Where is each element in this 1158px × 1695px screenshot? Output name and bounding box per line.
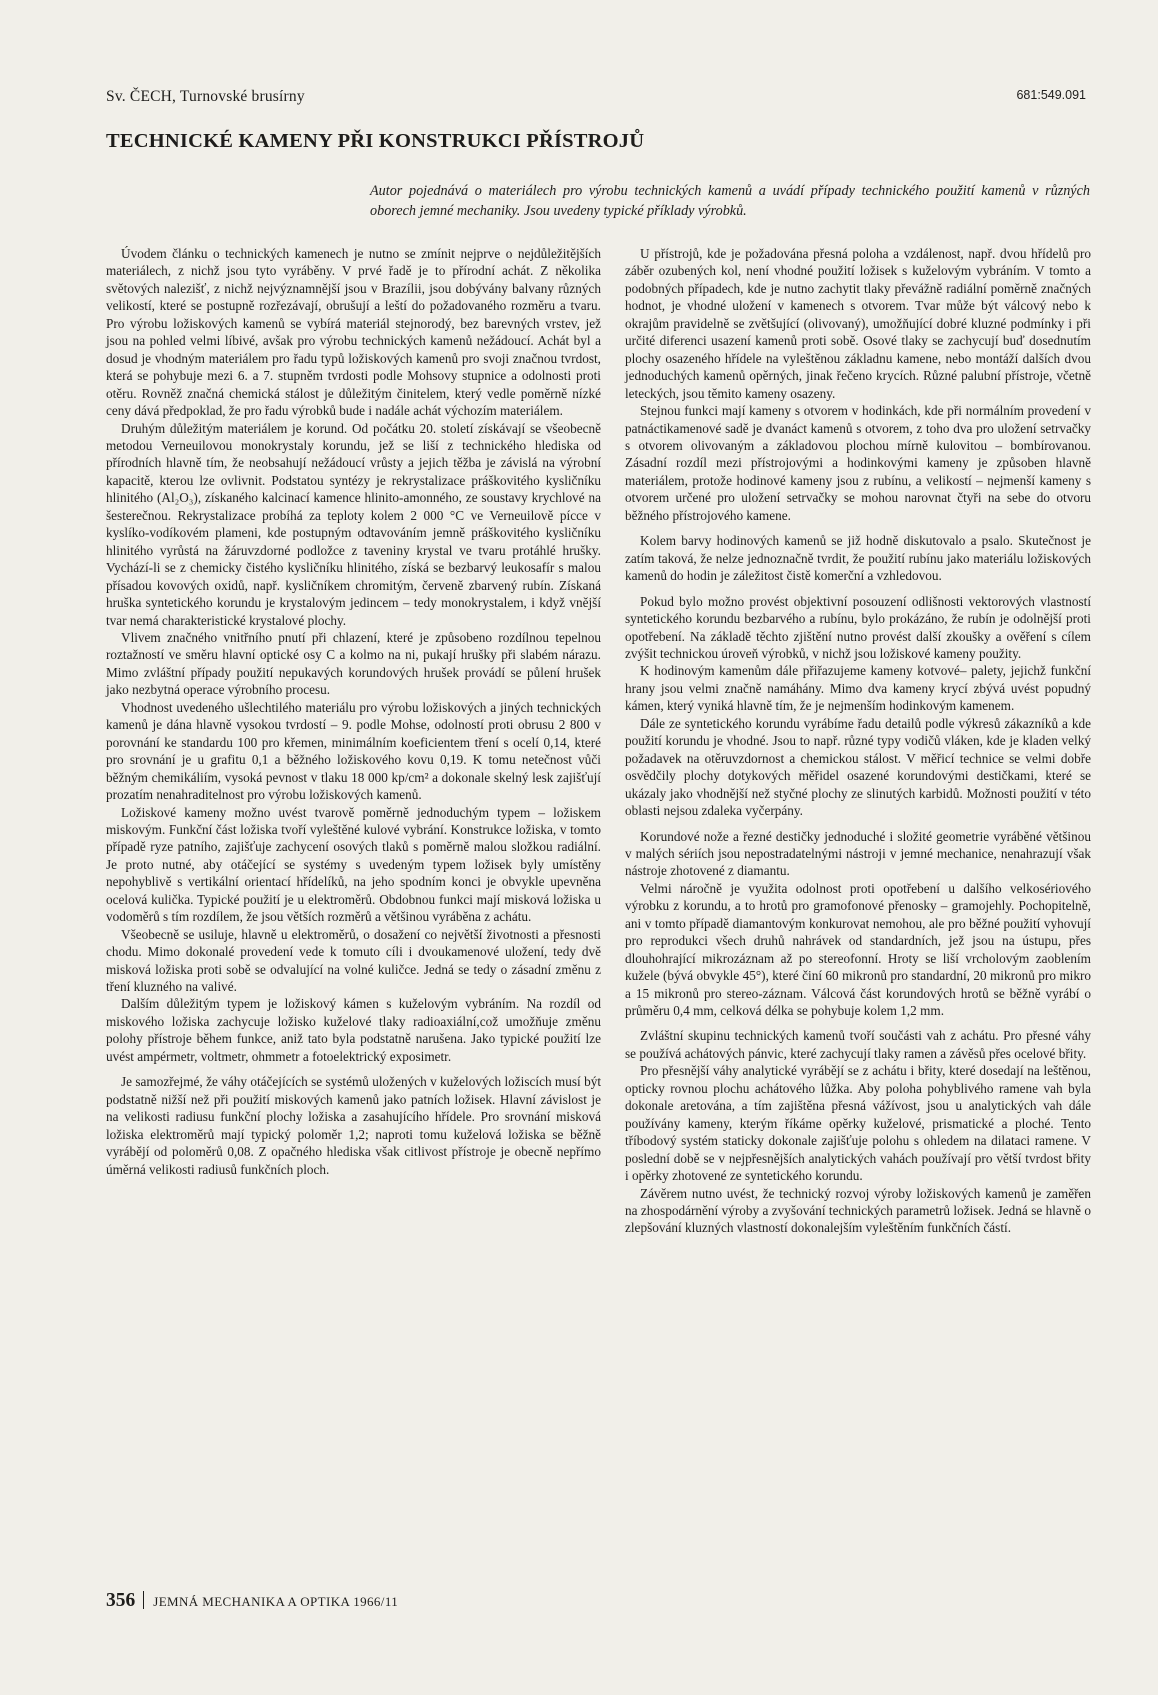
paragraph: Pokud bylo možno provést objektivní posouzení odlišnosti vektorových vlastností syntetického korundu bezbarvého a rubínu, bylo prokázáno, že rubín je odolnější proti opotřebení. Na základě těchto zjištění nutno provést další zkoušky a ověření s cílem zvýšit technickou úroveň výrobků, v nichž jsou ložiskové kameny použity. [625,593,1091,661]
paragraph: Stejnou funkci mají kameny s otvorem v hodinkách, kde při normálním provedení v patnáctikamenové sadě je dvanáct kamenů s otvorem, z toho dva pro uložení setrvačky s otvorem olivovaným a základovou plochou mírně kulovitou – bombírovanou. Zásadní rozdíl mezi přístrojovými a hodinkovými kameny je způsoben hlavně materiálem, protože hodinové kameny jsou z rubínu, a velikostí – nejmenší kameny s otvorem určené pro uložení setrvačky se mohou narovnat čtyři na sebe do otvoru běžného přístrojového kamene. [625,403,1091,523]
paragraph: Úvodem článku o technických kamenech je nutno se zmínit nejprve o nejdůležitějších materiálech, z nichž jsou tyto vyráběny. V prvé řadě je to přírodní achát. Z několika světových nalezišť, z nichž nejvýznamnější jsou v Brazílii, jsou dobývány balvany různých velikostí, které se postupně rozřezávají, obrušují a leští do požadovaného rozměru a tvaru. Pro výrobu ložiskových kamenů se vybírá materiál stejnorodý, bez barevných vrstev, jež jsou na pohled velmi líbivé, avšak pro výrobu technických kamenů nežádoucí. Achát byl a dosud je vhodným materiálem pro řadu typů ložiskových kamenů pro svoji značnou tvrdost, která se pohybuje mezi 6. a 7. stupněm tvrdosti podle Mohsovy stupnice a odolnosti proti otěru. Rovněž značná chemická stálost je důležitým činitelem, který vedle poměrně nízké ceny dává předpoklad, že pro řadu výrobků bude i nadále achát výchozím materiálem. [106,246,601,419]
paragraph: Vhodnost uvedeného ušlechtilého materiálu pro výrobu ložiskových a jiných technických kamenů je dána hlavně vysokou tvrdostí – 9. podle Mohse, odolností proti obrusu 2 800 v porovnání ke standardu 100 pro křemen, minimálním koeficientem tření s ocelí 0,14, které pro srovnání je u grafitu 0,1 a běžného ložiskového kovu 0,19. K tomu netečnost vůči běžným chemikáliím, vysoká pevnost v tlaku 18 000 kp/cm² a dokonale skelný lesk zajišťují prozatím nenahraditelnost pro výrobu ložiskových kamenů. [106,699,601,803]
left-column [106,245,601,1178]
paragraph: Ložiskové kameny možno uvést tvarově poměrně jednoduchým typem – ložiskem miskovým. Funkční část ložiska tvoří vyleštěné kulové vybrání. Konstrukce ložiska, v tomto případě ryze patního, zajišťuje zachycení osových tlaků s poměrně malou složkou radiální. Je proto nutné, aby otáčející se systémy s uvedeným typem ložisek byly umístěny nepohyblivě s vertikální orientací hřídelíků, na jeho spodním konci je obvykle upevněna ocelová kulička. Typické použití je u elektroměrů. Obdobnou funkci mají misková ložiska u vodoměrů s tím rozdílem, že jsou větších rozměrů a většinou vyráběna z achátu. [106,804,601,925]
right-column [625,245,1091,1237]
journal-name: JEMNÁ MECHANIKA A OPTIKA 1966/11 [153,1594,399,1609]
paragraph: Dále ze syntetického korundu vyrábíme řadu detailů podle výkresů zákazníků a kde použití korundu je vhodné. Jsou to např. různé typy vodičů vláken, kde je kladen velký požadavek na otěruvzdornost a chemickou stálost. V měřicí technice se velmi dobře osvědčily plochy dotykových měřidel osazené korundovými destičkami, které se ukázaly jako vhodnější než styčné plochy ze slinutých karbidů. Možnosti použití v této oblasti nejsou zdaleka vyčerpány. [625,715,1091,819]
paragraph: U přístrojů, kde je požadována přesná poloha a vzdálenost, např. dvou hřídelů pro záběr ozubených kol, není vhodné použití ložisek s kuželovým vybráním. V tomto a podobných případech, kde je nutno zachytit tlaky převážně radiální poměrně značných hodnot, je vhodné uložení v kamenech s otvorem. Tvar může být válcový nebo k okrajům pravidelně se zvětšující (olivovaný), umožňující dobré kluzné podmínky i při určité diferenci usazení kamenů proti sobě. Osové tlaky se zachycují buď dosednutím plochy osazeného hřídele na vyleštěnou základnu kamene, nebo montáží dalších dvou jednoduchých kamenů opěrných, jinak řečeno krycích. Různé palubní přístroje, včetně leteckých, jsou těmito kameny osazeny. [625,246,1091,401]
paragraph: Je samozřejmé, že váhy otáčejících se systémů uložených v kuželových ložiscích musí být podstatně nižší než při použití miskových kamenů jako patních ložisek. Hlavní závislost je na velikosti radiusu funkční plochy ložiska a zasahujícího hřídele. Pro srovnání misková ložiska elektroměrů mají typický poloměr 1,2; naproti tomu kuželová ložiska se běžně vyrábějí od poloměrů 0,08. Z opačného hlediska však citlivost přístroje je obecně nepřímo úměrná velikosti radiusů funkčních ploch. [106,1074,601,1177]
udc-code: 681:549.091 [1016,88,1086,102]
paragraph: Kolem barvy hodinových kamenů se již hodně diskutovalo a psalo. Skutečnost je zatím taková, že nelze jednoznačně tvrdit, že použití rubínu jako materiálu ložiskových kamenů do hodin je záležitost čistě komerční a vzhledovou. [625,533,1091,584]
author-line: Sv. ČECH, Turnovské brusírny [106,88,305,105]
paragraph: Pro přesnější váhy analytické vyrábějí se z achátu i břity, které dosedají na leštěnou, opticky rovnou plochu achátového lůžka. Aby poloha pohyblivého ramene vah byla dokonale aretována, a tím zajištěna přesná vážívost, jsou u analytických vah dále používány kameny, kterým říkáme opěrky kuželové, prismatické a ploché. Tento tříbodový systém staticky dokonale zajišťuje polohu s ohledem na dilataci ramene. V poslední době se v nejpřesnějších analytických vahách používají pro větší tvrdost břity i opěrky zhotovené ze syntetického korundu. [625,1063,1091,1184]
paragraph: Všeobecně se usiluje, hlavně u elektroměrů, o dosažení co největší životnosti a přesnosti chodu. Mimo dokonalé provedení vede k tomuto cíli i dvoukamenové uložení, tedy dvě misková ložiska proti sobě se odvalující na volné kuličce. Jedná se tedy o zásadní změnu z tření kluzného na valivé. [106,926,601,995]
abstract: Autor pojednává o materiálech pro výrobu technických kamenů a uvádí případy technického použití kamenů v různých oborech jemné mechaniky. Jsou uvedeny typické příklady výrobků. [370,183,1090,219]
paragraph: Dalším důležitým typem je ložiskový kámen s kuželovým vybráním. Na rozdíl od miskového ložiska zachycuje ložisko kuželové tlaky radioaxiální,což umožňuje změnu polohy přístroje během funkce, aniž tato byla podstatně narušena. Jako typické použití lze uvést ampérmetr, voltmetr, ohmmetr a fotoelektrický exposimetr. [106,996,601,1064]
paragraph: Závěrem nutno uvést, že technický rozvoj výroby ložiskových kamenů je zaměřen na zhospodárnění výroby a zvyšování technických parametrů ložisek. Jedná se hlavně o zlepšování kluzných vlastností dokonalejším vyleštěním funkčních částí. [625,1185,1091,1236]
paragraph: Korundové nože a řezné destičky jednoduché i složité geometrie vyráběné většinou v malých sériích jsou nepostradatelnými nástroji v jemné mechanice, nenahrazují však nástroje zhotovené z diamantu. [625,828,1091,879]
paragraph: K hodinovým kamenům dále přiřazujeme kameny kotvové– palety, jejichž funkční hrany jsou velmi značně namáhány. Mimo dva kameny krycí zbývá uvést popudný kámen, který vyniká hlavně tím, že je nejmenším hodinkovým kamenem. [625,663,1091,714]
page-footer [106,1588,398,1612]
paragraph: Vlivem značného vnitřního pnutí při chlazení, které je způsobeno rozdílnou tepelnou roztažností ve směru hlavní optické osy C a kolmo na ni, pukají hrušky při slabém nárazu. Mimo zvláštní případy použití nepukavých korundových hrušek provádí se půlení hrušek jako nezbytná operace výrobního procesu. [106,629,601,698]
footer-divider [143,1591,144,1609]
paragraph: Zvláštní skupinu technických kamenů tvoří součásti vah z achátu. Pro přesné váhy se používá achátových pánvic, které zachycují tlaky ramen a závěsů přes ocelové břity. [625,1028,1091,1061]
article-title: TECHNICKÉ KAMENY PŘI KONSTRUKCI PŘÍSTROJŮ [106,130,645,152]
paragraph: Druhým důležitým materiálem je korund. Od počátku 20. století získávají se všeobecně metodou Verneuilovou monokrystaly korundu, jež se liší z technického hlediska od přírodních hlavně tím, že neobsahují nežádoucí vrůsty a jejich těžba je závislá na výrobní kapacitě, kterou lze ovlivnit. Podstatou syntézy je rekrystalizace práškovitého kysličníku hlinitého (Al₂O₃), získaného kalcinací kamence hlinito-amonného, ze soustavy krychlové na šesterečnou. Rekrystalizace probíhá za teploty kolem 2 000 °C ve Verneuilově pícce v kyslíko-vodíkovém plameni, kde postupným odtavováním jemně práškovitého kysličníku hlinitého vyrůstá na žáruvzdorné podložce z taveniny krystal ve tvaru protáhlé hrušky. Vychází-li se z chemicky čistého kysličníku hlinitého, získá se bezbarvý leukosafír s malou přísadou kovových oxidů, např. kysličníkem chromitým, červeně zbarvený rubín. Získaná hruška syntetického korundu je krystalovým jedincem – tedy monokrystalem, i když vnější tvar nemá charakteristické krystalové plochy. [106,420,601,628]
paragraph: Velmi náročně je využita odolnost proti opotřebení u dalšího velkosériového výrobku z korundu, a to hrotů pro gramofonové přenosky – gramojehly. Pochopitelně, ani v tomto případě diamantovým konkurovat nemohou, ale pro běžné použití vyhovují pro reprodukci všech druhů nahrávek od standardních, jež jsou na ústupu, přes dlouhohrající mikrozáznam až po stereofonní. Hroty se liší vrcholovým zaoblením kužele (bývá obvykle 45°), které činí 60 mikronů pro standardní, 20 mikronů pro mikro a 15 mikronů pro stereo-záznam. Válcová část korundových hrotů se běžně vyrábí o průměru 0,4 mm, celková délka se pohybuje kolem 1,2 mm. [625,880,1091,1019]
page-number: 356 [106,1590,136,1611]
